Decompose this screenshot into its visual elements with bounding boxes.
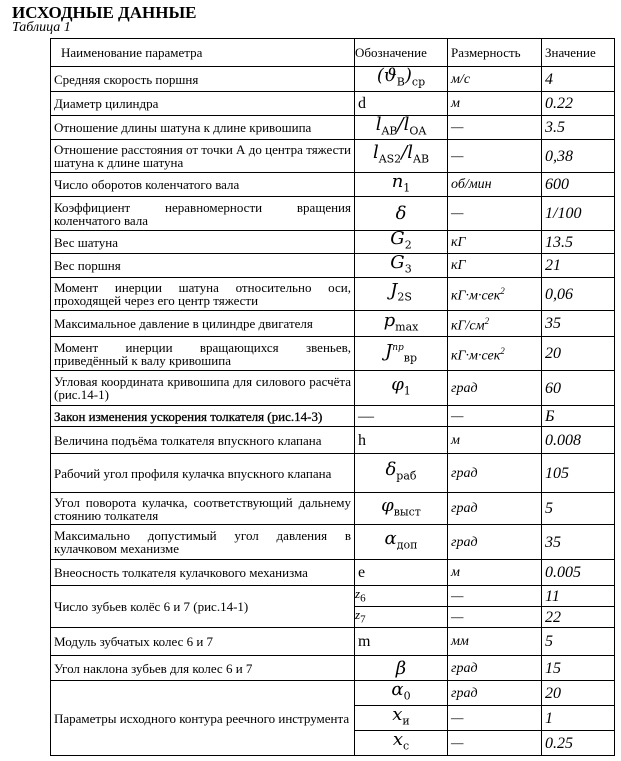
symbol-sub: 1 [403, 181, 411, 195]
param-unit: град [448, 681, 542, 706]
param-unit: — [448, 706, 542, 731]
table-row [51, 406, 615, 427]
symbol-base: h [358, 431, 366, 449]
table-row [51, 371, 615, 406]
symbol-sub: и [402, 714, 410, 728]
symbol-sub: 3 [404, 262, 412, 276]
param-unit [448, 454, 542, 493]
param-symbol [355, 586, 448, 607]
param-symbol [355, 607, 448, 628]
header-symbol: Обозначение [355, 39, 448, 67]
param-value: 105 [542, 454, 615, 493]
symbol-sub: 6 [360, 592, 366, 605]
param-value: 5 [542, 628, 615, 656]
symbol-base: G [390, 228, 405, 250]
param-name: Вес шатуна [51, 231, 355, 254]
param-symbol [355, 706, 448, 731]
param-value: 0.008 [542, 427, 615, 454]
param-name: Величина подъёма толкателя впускного клапана [51, 427, 355, 454]
symbol-sub: max [395, 320, 419, 334]
symbol-base: J [384, 341, 393, 363]
param-symbol [355, 228, 448, 254]
symbol-base: J [390, 280, 398, 302]
table-row [51, 67, 615, 92]
param-symbol: m [355, 628, 448, 656]
param-value: Б [542, 406, 615, 427]
param-value: 20 [542, 681, 615, 706]
table-row [51, 173, 615, 197]
param-unit [448, 278, 542, 311]
table-row [51, 92, 615, 116]
param-value: 0,38 [542, 140, 615, 173]
param-value: 0.25 [542, 731, 615, 756]
param-unit [448, 67, 542, 92]
table-row [51, 231, 615, 254]
unit-text: — [451, 120, 464, 135]
symbol-sub: раб [396, 469, 417, 483]
param-unit [448, 140, 542, 173]
param-value: 15 [542, 656, 615, 681]
table-row [51, 116, 615, 140]
table-row [51, 337, 615, 371]
symbol-base: l [375, 113, 382, 135]
param-value: 0,06 [542, 278, 615, 311]
table-row [51, 493, 615, 525]
symbol-sub: AS2 [378, 152, 402, 166]
unit-text: кГ·м·сек [451, 288, 501, 304]
param-symbol [355, 525, 448, 560]
param-value: 11 [542, 586, 615, 607]
param-value: 5 [542, 493, 615, 525]
param-name: Параметры исходного контура реечного инструмента [51, 681, 355, 756]
unit-text: кГ/см [451, 318, 485, 334]
param-symbol [355, 371, 448, 406]
param-symbol [355, 731, 448, 756]
param-name: Отношение длины шатуна к длине кривошипа [51, 116, 355, 140]
unit-text: — [451, 148, 464, 164]
table-row [51, 454, 615, 493]
param-value: 1 [542, 706, 615, 731]
symbol-sub: В [396, 75, 405, 89]
param-value: 1/100 [542, 197, 615, 231]
param-name: Число оборотов коленчатого вала [51, 173, 355, 197]
table-row [51, 656, 615, 681]
param-name: Диаметр цилиндра [51, 92, 355, 116]
param-value: 600 [542, 173, 615, 197]
param-symbol [355, 681, 448, 706]
table-header [51, 39, 615, 67]
param-value: 60 [542, 371, 615, 406]
param-unit [448, 406, 542, 427]
param-value: 0.22 [542, 92, 615, 116]
symbol-sub: выст [393, 505, 421, 519]
param-value: 22 [542, 607, 615, 628]
param-symbol [355, 427, 448, 454]
table-row [51, 586, 615, 607]
parameters-table [50, 38, 615, 756]
symbol-base: φ [381, 494, 394, 516]
unit-sup: 2 [500, 345, 505, 356]
unit-text: м/с [451, 71, 471, 87]
symbol-base: (ϑ [376, 65, 397, 87]
symbol-base: α [391, 679, 404, 701]
header-value: Значение [542, 39, 615, 67]
section-title: ИСХОДНЫЕ ДАННЫЕ [12, 3, 197, 22]
unit-text: кГ [451, 258, 466, 273]
param-symbol [355, 406, 448, 427]
param-value: 20 [542, 337, 615, 371]
symbol-base: φ [391, 374, 404, 396]
param-name: Средняя скорость поршня [51, 67, 355, 92]
param-symbol [355, 92, 448, 116]
param-name: Модуль зубчатых колес 6 и 7 [51, 628, 355, 656]
symbol-sub-2: OA [409, 124, 427, 138]
symbol-sup: пр [392, 343, 404, 354]
unit-text: кГ [451, 234, 466, 250]
param-unit [448, 525, 542, 560]
symbol-base-2: ) [404, 65, 412, 87]
table-row [51, 197, 615, 231]
param-unit [448, 311, 542, 337]
param-name: Угловая координата кривошипа для силового расчёта (рис.14-1) [51, 371, 355, 406]
unit-sup: 2 [500, 286, 505, 297]
param-symbol [355, 170, 448, 197]
unit-text: град [451, 501, 478, 516]
param-name: Максимально допустимый угол давления в кулачковом механизме [51, 525, 355, 560]
unit-text: об/мин [451, 177, 492, 192]
param-name: Число зубьев колёс 6 и 7 (рис.14-1) [51, 586, 355, 628]
param-unit [448, 197, 542, 231]
param-unit [448, 231, 542, 254]
param-unit [448, 116, 542, 140]
param-unit: мм [448, 628, 542, 656]
param-unit [448, 254, 542, 278]
unit-text: м [451, 432, 460, 448]
unit-text: град [451, 534, 478, 550]
param-name: Угол поворота кулачка, соответствующий дальнему стоянию толкателя [51, 493, 355, 525]
table-row [51, 311, 615, 337]
param-unit [448, 560, 542, 586]
symbol-base: x [392, 704, 403, 726]
symbol-sub: AB [381, 124, 398, 138]
table-caption: Таблица 1 [12, 20, 71, 35]
param-name: Вес поршня [51, 254, 355, 278]
param-name: Отношение расстояния от точки А до центра тяжести шатуна к длине шатуна [51, 140, 355, 173]
symbol-base: l [372, 142, 379, 164]
param-symbol [355, 140, 448, 173]
symbol-base: d [358, 95, 366, 112]
symbol-base: p [383, 309, 396, 331]
param-symbol [355, 197, 448, 231]
param-value: 3.5 [542, 116, 615, 140]
symbol-sub: 7 [360, 613, 366, 626]
symbol-sub-2: AB [413, 152, 430, 166]
param-symbol [355, 67, 448, 92]
table-row [51, 140, 615, 173]
symbol-base: z [355, 606, 361, 622]
param-unit [448, 173, 542, 197]
param-unit [448, 371, 542, 406]
param-name: Угол наклона зубьев для колес 6 и 7 [51, 656, 355, 681]
symbol-sub: 2S [397, 290, 412, 304]
param-value: 4 [542, 67, 615, 92]
param-unit: — [448, 607, 542, 628]
symbol-base: — [358, 407, 374, 425]
symbol-sub: вр [403, 351, 417, 365]
param-unit [448, 427, 542, 454]
table-row [51, 525, 615, 560]
param-value: 35 [542, 311, 615, 337]
table-row [51, 681, 615, 706]
param-symbol [355, 278, 448, 311]
param-unit: — [448, 586, 542, 607]
param-name: Внеосность толкателя кулачкового механизма [51, 560, 355, 586]
symbol-sub: доп [396, 538, 418, 552]
param-name: Максимальное давление в цилиндре двигателя [51, 311, 355, 337]
table-row [51, 427, 615, 454]
param-symbol [355, 311, 448, 337]
param-symbol [355, 251, 448, 278]
param-unit: град [448, 656, 542, 681]
symbol-base: z [355, 585, 361, 601]
param-symbol [355, 560, 448, 586]
param-symbol [355, 493, 448, 525]
param-symbol [355, 454, 448, 493]
symbol-sub-2: ср [411, 75, 426, 89]
symbol-sub: 2 [404, 238, 412, 252]
table-row [51, 254, 615, 278]
param-name: Момент инерции вращающихся звеньев, приведённый к валу кривошипа [51, 337, 355, 371]
param-unit: — [448, 731, 542, 756]
symbol-sub: 1 [403, 384, 411, 398]
param-unit [448, 92, 542, 116]
symbol-base: e [358, 564, 366, 581]
symbol-sub: с [402, 739, 410, 753]
symbol-sub: 0 [403, 689, 411, 703]
param-value: 13.5 [542, 231, 615, 254]
header-unit: Размерность [448, 39, 542, 67]
param-value: 35 [542, 525, 615, 560]
symbol-base: x [392, 729, 403, 751]
symbol-base: n [391, 170, 404, 192]
param-unit [448, 493, 542, 525]
symbol-base: α [384, 528, 397, 550]
param-name: Коэффициент неравномерности вращения коленчатого вала [51, 197, 355, 231]
param-name: Рабочий угол профиля кулачка впускного клапана [51, 454, 355, 493]
table-row [51, 560, 615, 586]
unit-sup: 2 [484, 315, 490, 326]
table-row [51, 278, 615, 311]
unit-text: град [451, 465, 478, 481]
symbol-base-2: /l [401, 142, 414, 164]
param-symbol [355, 113, 448, 140]
unit-text: — [451, 206, 464, 221]
header-name: Наименование параметра [51, 39, 355, 67]
symbol-base: δ [385, 459, 397, 481]
unit-text: м [451, 96, 460, 111]
param-value: 0.005 [542, 560, 615, 586]
unit-text: м [451, 565, 460, 580]
symbol-base: δ [395, 203, 407, 224]
unit-text: — [451, 408, 464, 424]
unit-text: град [451, 380, 478, 396]
param-symbol: β [355, 656, 448, 681]
param-name: Момент инерции шатуна относительно оси, проходящей через его центр тяжести [51, 278, 355, 311]
param-unit [448, 337, 542, 371]
unit-text: кГ·м·сек [451, 348, 501, 364]
symbol-base-2: /l [397, 113, 410, 135]
param-symbol [355, 337, 448, 371]
table-row [51, 628, 615, 656]
param-name: Закон изменения ускорения толкателя (рис.14-3) [51, 406, 355, 427]
symbol-base: G [390, 251, 405, 273]
param-value: 21 [542, 254, 615, 278]
